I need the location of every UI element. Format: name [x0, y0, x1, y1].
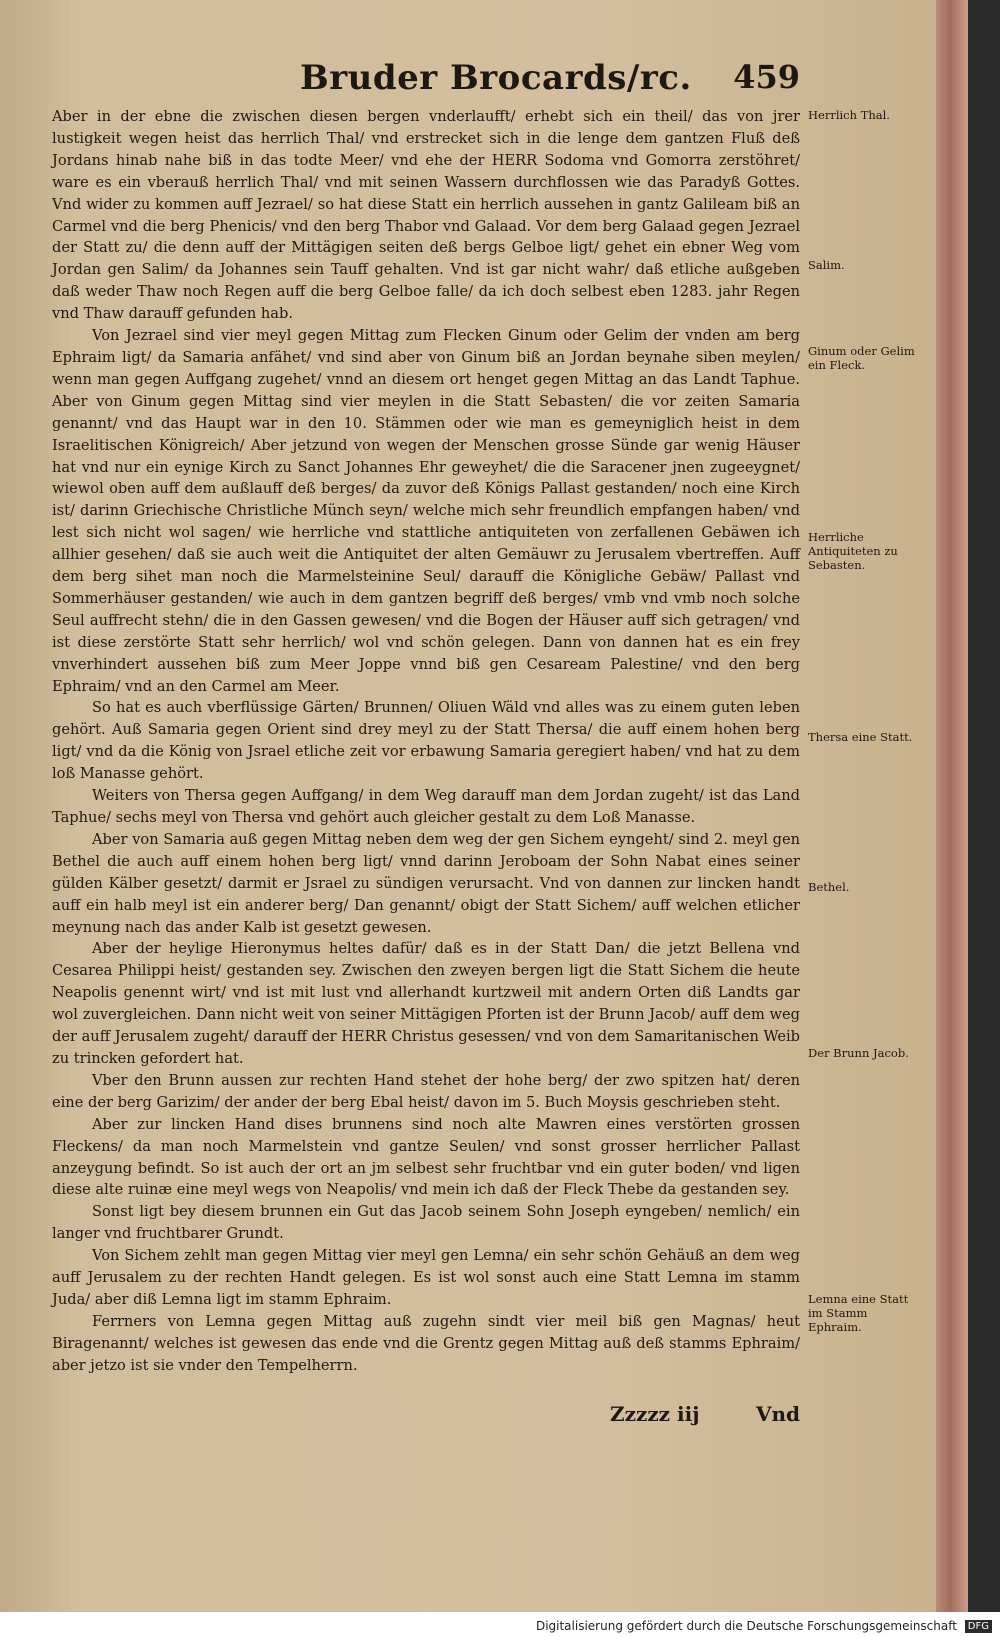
page-number: 459: [733, 58, 800, 96]
paragraph: Aber in der ebne die zwischen diesen bergen vnderlaufft/ erhebt sich ein theil/ das von jrer lustigkeit wegen heist das herrlich Thal/ vnd erstrecket sich in die lenge dem gantzen Fluß deß Jordans hinab nahe biß in das todte Meer/ vnd ehe der HERR Sodoma vnd Gomorra zerstöhret/ ware es ein vberauß herrlich Thal/ vnd mit seinen Wassern durchflossen wie das Paradyß Gottes. Vnd wider zu kommen auff Jezrael/ so hat diese Statt ein herrlich aussehen in gantz Galileam biß an Carmel vnd die berg Phenicis/ vnd den berg Thabor vnd Galaad. Vor dem berg Galaad gegen Jezrael der Statt zu/ die denn auff der Mittägigen seiten deß bergs Gelboe ligt/ gehet ein ebner Weg vom Jordan gen Salim/ da Johannes sein Tauff gehalten. Vnd ist gar nicht wahr/ daß etliche außgeben daß weder Thaw noch Regen auff die berg Gelboe falle/ da ich doch selbest eben 1283. jahr Regen vnd Thaw darauff gefunden hab.: [52, 108, 800, 323]
body-text: [52, 106, 800, 1377]
credit-bar: [0, 1612, 1000, 1637]
paragraph: Von Jezrael sind vier meyl gegen Mittag zum Flecken Ginum oder Gelim der vnden am berg Ephraim ligt/ da Samaria anfähet/ vnd sind aber von Ginum biß an Jordan beynahe siben meylen/ wenn man gegen Auffgang zugehet/ vnnd an diesem ort henget gegen Mittag an das Landt Taphue. Aber von Ginum gegen Mittag sind vier meylen in die Statt Sebasten/ die vor zeiten Samaria genannt/ vnd das Haupt war in den 10. Stämmen oder wie man es gemeyniglich heist in dem Israelitischen Königreich/ Aber jetzund von wegen der Menschen grosse Sünde gar wenig Häuser hat vnd nur ein eynige Kirch zu Sanct Johannes Ehr geweyhet/ die die Saracener jnen zugeeygnet/ wiewol oben auff dem außlauff deß berges/ da zuvor deß Königs Pallast gestanden/ noch eine Kirch ist/ darinn Griechische Christliche Münch seyn/ welche mich sehr freundlich empfangen haben/ vnd lest sich nicht wol sagen/ wie herrliche vnd stattliche antiquiteten von zerfallenen Gebäwen ich allhier gesehen/ daß sie auch weit die Antiquitet der alten Gemäuwr zu Jerusalem vbertreffen. Auff dem berg sihet man noch die Marmelsteinine Seul/ darauff die Königliche Gebäw/ Pallast vnd Sommerhäuser gestanden/ wie auch in dem gantzen begriff deß berges/ vmb vnd vmb noch solche Seul auffrecht stehn/ die in den Gassen gewesen/ vnd die Bogen der Häuser auff sich getragen/ vnd ist diese zerstörte Statt sehr herrlich/ wol vnd schön gelegen. Dann von dannen hat es ein frey vnverhindert aussehen biß zum Meer Joppe vnnd biß gen Cesaream Palestine/ vnd den berg Ephraim/ vnd an den Carmel am Meer.: [52, 327, 800, 695]
paragraph: Sonst ligt bey diesem brunnen ein Gut das Jacob seinem Sohn Joseph eyngeben/ nemlich/ ein langer vnd fruchtbarer Grundt.: [52, 1203, 800, 1243]
page-edge: [936, 0, 968, 1612]
dfg-logo: DFG: [965, 1620, 992, 1633]
paragraph: Aber von Samaria auß gegen Mittag neben dem weg der gen Sichem eyngeht/ sind 2. meyl gen Bethel die auch auff einem hohen berg ligt/ vnnd darinn Jeroboam der Sohn Nabat eines seiner gülden Kälber gesetzt/ darmit er Jsrael zu sündigen verursacht. Vnd von dannen zur lincken handt auff ein halb meyl ist ein anderer berg/ Dan genannt/ obigt der Statt Sichem/ auff welchen etlicher meynung nach das ander Kalb ist gesetzt gewesen.: [52, 830, 800, 936]
margin-note: Bethel.: [808, 880, 850, 894]
signature-mark: Zzzzz iij: [610, 1402, 700, 1426]
paragraph: Ferrners von Lemna gegen Mittag auß zugehn sindt vier meil biß gen Magnas/ heut Biragenannt/ welches ist gewesen das ende vnd die Grentz gegen Mittag auß deß stamms Ephraim/ aber jetzo ist sie vnder den Tempelherrn.: [52, 1312, 800, 1374]
paragraph: Von Sichem zehlt man gegen Mittag vier meyl gen Lemna/ ein sehr schön Gehäuß an dem weg auff Jerusalem zu der rechten Handt gelegen. Es ist wol sonst auch eine Statt Lemna im stamm Juda/ aber diß Lemna ligt im stamm Ephraim.: [52, 1247, 800, 1308]
paragraph: Weiters von Thersa gegen Auffgang/ in dem Weg darauff man dem Jordan zugeht/ ist das Land Taphue/ sechs meyl von Thersa vnd gehört auch gleicher gestalt zu dem Loß Manasse.: [52, 787, 800, 826]
paragraph: Aber zur lincken Hand dises brunnens sind noch alte Mawren eines verstörten grossen Fleckens/ da man noch Marmelstein vnd gantze Seulen/ vnd sonst grosser herrlicher Pallast anzeygung befindt. So ist auch der ort an jm selbest sehr fruchtbar vnd ein guter boden/ vnd ligen diese alte ruinæ eine meyl wegs von Neapolis/ vnd mein ich daß der Fleck Thebe da gestanden sey.: [52, 1115, 800, 1199]
paragraph: Vber den Brunn aussen zur rechten Hand stehet der hohe berg/ der zwo spitzen hat/ deren eine der berg Garizim/ der ander der berg Ebal heist/ davon im 5. Buch Moysis geschrieben steht.: [52, 1071, 800, 1111]
credit-line: [536, 1619, 992, 1633]
margin-note: Salim.: [808, 258, 845, 272]
margin-note: Lemna eine Statt im Stamm Ephraim.: [808, 1292, 909, 1334]
margin-note: Herrliche Antiquiteten zu Sebasten.: [808, 530, 898, 572]
margin-note: Ginum oder Gelim ein Fleck.: [808, 344, 915, 372]
page-header: [300, 58, 800, 106]
credit-text: Digitalisierung gefördert durch die Deutsche Forschungsgemeinschaft: [535, 1619, 957, 1633]
margin-note: Thersa eine Statt.: [808, 730, 913, 744]
page-footer: [600, 1402, 800, 1432]
catchword: Vnd: [755, 1402, 800, 1426]
running-title: Bruder Brocards/rc.: [300, 58, 692, 98]
margin-note: Der Brunn Jacob.: [808, 1046, 909, 1060]
paragraph: Aber der heylige Hieronymus heltes dafür/ daß es in der Statt Dan/ die jetzt Bellena vnd Cesarea Philippi heist/ gestanden sey. Zwischen den zweyen bergen ligt die Statt Sichem die heute Neapolis genennt wirt/ vnd ist mit lust vnd allerhandt kurtzweil mit andern Orten diß Landts gar wol zuvergleichen. Dann nicht weit von seiner Mittägigen Pforten ist der Brunn Jacob/ auff dem weg der auff Jerusalem zugeht/ darauff der HERR Christus gesessen/ vnd von dem Samaritanischen Weib zu trincken gefordert hat.: [52, 940, 800, 1067]
paragraph: So hat es auch vberflüssige Gärten/ Brunnen/ Oliuen Wäld vnd alles was zu einem guten leben gehört. Auß Samaria gegen Orient sind drey meyl zu der Statt Thersa/ die auff einem hohen berg ligt/ vnd da die König von Jsrael etliche zeit vor erbawung Samaria geregiert haben/ vnd hat zu dem loß Manasse gehört.: [52, 699, 800, 783]
margin-note: Herrlich Thal.: [808, 108, 890, 122]
